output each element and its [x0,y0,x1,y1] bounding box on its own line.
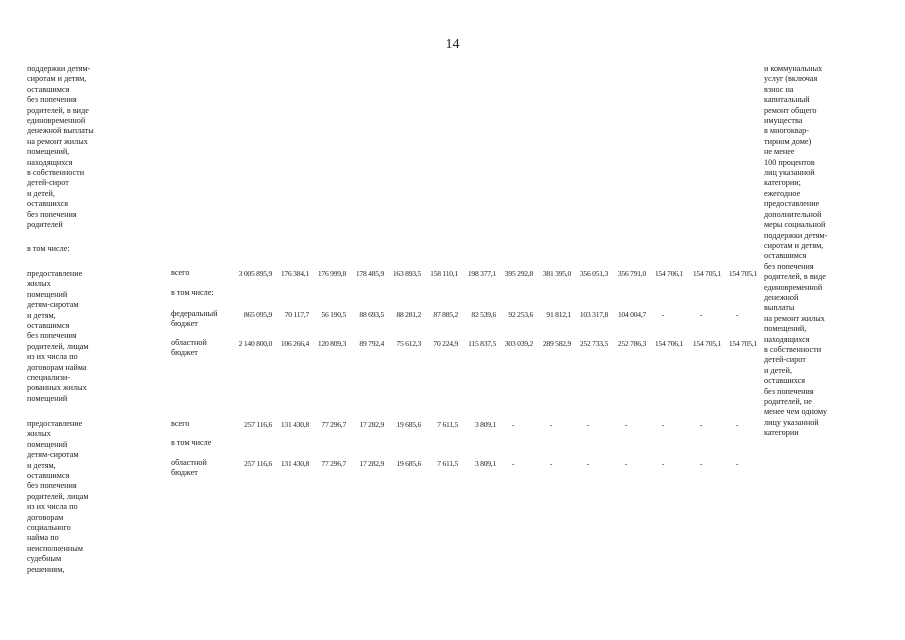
text-line: жилых [27,429,51,439]
table-cell-value: - [661,310,665,319]
table-cell-value: 154 705,1 [692,339,721,348]
category-line: в том числе: [171,288,214,297]
text-line: родителей, лицам [27,341,89,351]
text-line: менее чем одному [764,407,828,417]
text-line: и детям, [27,310,56,320]
table-cell-value: 82 539,6 [471,310,496,319]
table-cell-value: 77 296,7 [321,420,346,429]
text-line: из их числа по [27,502,78,512]
table-cell-value: 115 837,5 [468,339,496,348]
text-line: взнос на [764,84,794,94]
text-line: находящихся [764,334,810,344]
text-line: родителей, в виде [27,105,89,115]
table-cell-value: 356 791,0 [617,269,646,278]
table-cell-value: 7 611,5 [437,459,458,468]
table-cell-value: - [661,420,665,429]
table-cell-value: 91 812,1 [546,310,571,319]
category-line: бюджет [171,348,198,358]
text-line: поддержки детям- [27,64,91,73]
text-line: без попечения [27,481,77,491]
category-line: всего [171,268,190,277]
table-cell-value: 289 582,9 [542,339,571,348]
text-line: детей-сирот [764,355,806,365]
table-cell-value: - [661,459,665,468]
category-line: в том числе [171,438,212,447]
table-row [0,417,905,432]
table-cell-value: 178 485,9 [355,269,384,278]
table-row [0,339,905,351]
text-line: тирном доме) [764,136,812,146]
text-line: оставшимся [27,321,70,331]
text-line: без попечения [27,95,77,105]
text-line: договорам [27,512,64,522]
page-number: 14 [445,37,460,52]
text-line: выплаты [764,303,795,313]
text-line: категории; [764,178,801,188]
text-line: специализи- [27,373,70,383]
text-line: денежной выплаты [27,126,94,136]
table-cell-value: 3 809,1 [474,420,496,429]
text-line: оставшимся [27,471,70,481]
table-cell-value: - [735,310,739,319]
text-line: социального [27,523,71,533]
table-cell-value: - [699,310,703,319]
text-line: сиротам и детям, [764,240,824,250]
text-line: родителей [27,220,63,230]
table-cell-value: 88 693,5 [359,310,384,319]
table-cell-value: 70 117,7 [284,310,309,319]
table-cell-value: - [511,420,515,429]
text-line: помещений, [27,147,70,157]
text-line: в собственности [27,168,85,178]
text-line: ремонт общего [764,105,817,115]
table-cell-value: 158 110,1 [430,269,458,278]
table-cell-value: 131 430,8 [280,459,309,468]
table-cell-value: 104 004,7 [617,310,646,319]
table-cell-value: - [586,420,590,429]
text-line: решениям, [27,564,65,574]
table-cell-value: 176 999,8 [317,269,346,278]
table-cell-value: - [624,420,628,429]
table-cell-value: - [549,459,553,468]
table-cell-value: 19 685,6 [396,459,421,468]
table-cell-value: 176 384,1 [280,269,309,278]
table-cell-value: 154 705,1 [728,269,757,278]
text-line: из их числа по [27,352,78,362]
category-line: бюджет [171,319,198,329]
text-line: помещений [27,393,68,403]
table-cell-value: - [735,459,739,468]
text-line: без попечения [27,331,77,341]
table-cell-value: - [511,459,515,468]
text-line: лицу указанной [764,417,819,427]
table-cell-value: 865 095,9 [243,310,272,319]
text-line: и детям, [27,460,56,470]
table-cell-value: 257 116,6 [244,420,272,429]
table-row [0,289,905,301]
text-line: денежной [764,292,799,302]
table-cell-value: 89 792,4 [359,339,384,348]
text-line: детей-сирот [27,178,69,188]
table-cell-value: 154 705,1 [692,269,721,278]
table-cell-value: 75 612,3 [396,339,421,348]
text-line: дополнительной [764,209,822,219]
text-line: родителей, не [764,397,812,406]
text-line: находящихся [27,157,73,167]
text-line: без попечения [27,209,77,219]
table-cell-value: 154 705,1 [728,339,757,348]
text-line: лиц указанной [764,168,815,178]
table-cell-value: 92 253,6 [508,310,533,319]
category-line: бюджет [171,468,198,478]
text-line: рованных жилых [27,383,87,393]
table-cell-value: 198 377,1 [467,269,496,278]
text-line: на ремонт жилых [27,136,88,146]
text-line: судебным [27,554,62,564]
text-line: детям-сиротам [27,450,79,460]
table-cell-value: 103 317,8 [579,310,608,319]
text-line: без попечения [764,386,814,396]
table-cell-value: 17 282,9 [359,420,384,429]
table-cell-value: 17 282,9 [359,459,384,468]
text-line: предоставление [27,269,83,278]
table-cell-value: 3 809,1 [474,459,496,468]
text-line: родителей, в виде [764,272,826,282]
text-line: родителей, лицам [27,491,89,501]
table-cell-value: 120 809,3 [317,339,346,348]
table-cell-value: 252 733,5 [579,339,608,348]
text-line: в том числе: [27,244,70,253]
table-cell-value: - [549,420,553,429]
text-line: детям-сиротам [27,300,79,310]
right-result-column [764,64,864,439]
text-line: категории [764,428,799,438]
table-cell-value: 154 706,1 [654,269,683,278]
text-line: меры социальной [764,220,826,230]
table-cell-value: 2 140 800,0 [238,339,272,348]
text-line: сиротам и детям, [27,74,87,84]
table-cell-value: 163 893,5 [392,269,421,278]
table-cell-value: 70 224,9 [433,339,458,348]
text-line: на ремонт жилых [764,313,825,323]
text-line: оставшихся [27,199,69,209]
text-line: не менее [764,147,795,157]
text-line: в собственности [764,344,822,354]
text-line: услуг (включая [764,74,818,84]
text-line: предоставление [764,199,820,209]
left-intro-tail [27,244,137,254]
table-row [0,439,905,451]
table-cell-value: 257 116,6 [244,459,272,468]
table-cell-value: 154 706,1 [654,339,683,348]
text-line: имущества [764,116,803,126]
table-row [0,459,905,471]
text-line: 100 процентов [764,157,815,167]
table-cell-value: - [735,420,739,429]
table-cell-value: - [624,459,628,468]
text-line: единовременной [764,282,823,292]
table-cell-value: 88 281,2 [396,310,421,319]
category-line: всего [171,419,190,428]
table-cell-value: 381 395,0 [542,269,571,278]
table-cell-value: 7 611,5 [437,420,458,429]
text-line: жилых [27,279,51,289]
text-line: найма по [27,533,59,543]
text-line: помещений [27,289,68,299]
text-line: единовременной [27,116,86,126]
text-line: помещений, [764,324,807,334]
category-line: областной [171,458,207,467]
table-cell-value: 3 005 895,9 [238,269,272,278]
table-cell-value: 303 039,2 [504,339,533,348]
text-line: оставшихся [764,376,806,386]
left-intro-text [27,64,137,231]
text-line: ежегодное [764,188,801,198]
text-line: неисполненным [27,543,83,553]
text-line: поддержки детям- [764,230,828,240]
table-cell-value: - [699,459,703,468]
table-cell-value: 252 786,3 [617,339,646,348]
table-cell-value: 19 685,6 [396,420,421,429]
table-cell-value: 56 190,5 [321,310,346,319]
text-line: оставшимся [764,251,807,261]
text-line: предоставление [27,419,83,428]
table-cell-value: 356 051,3 [579,269,608,278]
table-cell-value: 395 292,8 [504,269,533,278]
table-cell-value: 131 430,8 [280,420,309,429]
category-line: федеральный [171,309,218,318]
text-line: в многоквар- [764,126,810,136]
table-cell-value: 87 885,2 [433,310,458,319]
table-cell-value: - [586,459,590,468]
table-cell-value: 106 266,4 [280,339,309,348]
table-row [0,269,905,281]
text-line: договорам найма [27,362,87,372]
text-line: без попечения [764,261,814,271]
table-cell-value: 77 296,7 [321,459,346,468]
text-line: оставшимся [27,84,70,94]
table-row [0,310,905,322]
text-line: и коммунальных [764,64,823,73]
text-line: и детей, [27,188,55,198]
category-line: областной [171,338,207,347]
table-cell-value: - [699,420,703,429]
text-line: и детей, [764,365,792,375]
text-line: помещений [27,439,68,449]
text-line: капитальный [764,95,810,105]
